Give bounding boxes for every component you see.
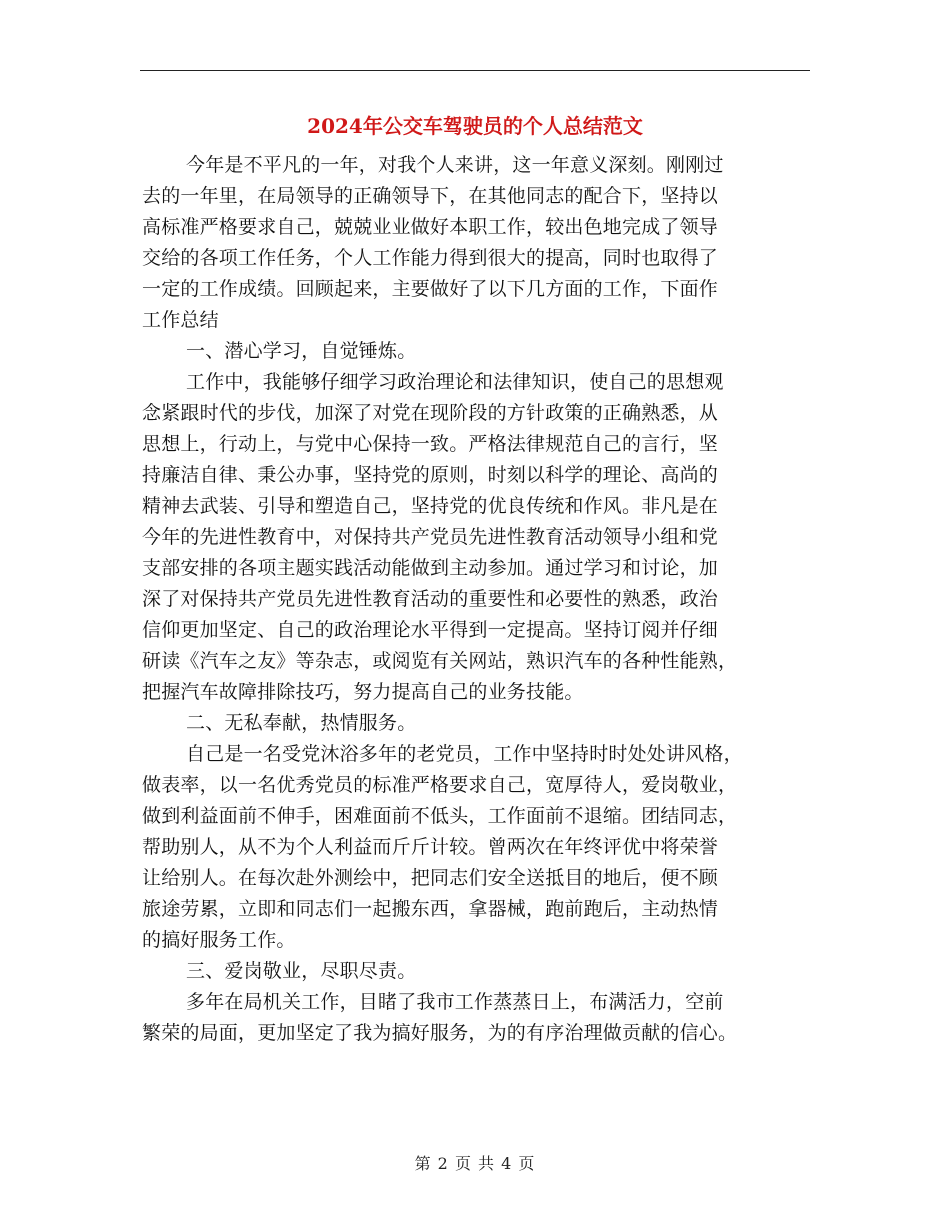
body-line: 多年在局机关工作，目睹了我市工作蒸蒸日上，布满活力，空前 <box>186 991 724 1013</box>
section-heading: 二、无私奉献，热情服务。 <box>186 712 417 734</box>
body-line: 做到利益面前不伸手，困难面前不低头，工作面前不退缩。团结同志， <box>142 805 738 827</box>
section-heading: 三、爱岗敬业，尽职尽责。 <box>186 960 417 982</box>
body-line: 工作中，我能够仔细学习政治理论和法律知识，使自己的思想观 <box>186 371 724 393</box>
body-line: 支部安排的各项主题实践活动能做到主动参加。通过学习和讨论，加 <box>142 557 719 579</box>
document-body <box>142 150 812 1049</box>
body-line: 高标准严格要求自己，兢兢业业做好本职工作，较出色地完成了领导 <box>142 216 719 238</box>
body-line: 去的一年里，在局领导的正确领导下，在其他同志的配合下，坚持以 <box>142 185 719 207</box>
body-line: 帮助别人，从不为个人利益而斤斤计较。曾两次在年终评优中将荣誉 <box>142 836 719 858</box>
page-number: 第 2 页 共 4 页 <box>414 1154 536 1173</box>
body-line: 今年是不平凡的一年，对我个人来讲，这一年意义深刻。刚刚过 <box>186 154 724 176</box>
body-line: 做表率，以一名优秀党员的标准严格要求自己，宽厚待人，爱岗敬业， <box>142 774 738 796</box>
document-title: 2024年公交车驾驶员的个人总结范文 <box>307 114 643 138</box>
body-line: 一定的工作成绩。回顾起来，主要做好了以下几方面的工作，下面作 <box>142 278 719 300</box>
body-line: 精神去武装、引导和塑造自己，坚持党的优良传统和作风。非凡是在 <box>142 495 719 517</box>
body-line: 思想上，行动上，与党中心保持一致。严格法律规范自己的言行，坚 <box>142 433 719 455</box>
body-line: 研读《汽车之友》等杂志，或阅览有关网站，熟识汽车的各种性能熟， <box>142 650 738 672</box>
body-line: 繁荣的局面，更加坚定了我为搞好服务，为的有序治理做贡献的信心。 <box>142 1022 738 1044</box>
body-line: 交给的各项工作任务，个人工作能力得到很大的提高，同时也取得了 <box>142 247 719 269</box>
body-line: 念紧跟时代的步伐，加深了对党在现阶段的方针政策的正确熟悉，从 <box>142 402 719 424</box>
body-line: 今年的先进性教育中，对保持共产党员先进性教育活动领导小组和党 <box>142 526 719 548</box>
body-line: 让给别人。在每次赴外测绘中，把同志们安全送抵目的地后，便不顾 <box>142 867 719 889</box>
body-line: 自己是一名受党沐浴多年的老党员，工作中坚持时时处处讲风格， <box>186 743 743 765</box>
header-rule <box>140 70 810 71</box>
body-line: 旅途劳累，立即和同志们一起搬东西，拿器械，跑前跑后，主动热情 <box>142 898 719 920</box>
body-line: 工作总结 <box>142 309 219 331</box>
body-line: 信仰更加坚定、自己的政治理论水平得到一定提高。坚持订阅并仔细 <box>142 619 719 641</box>
body-line: 的搞好服务工作。 <box>142 929 296 951</box>
body-line: 把握汽车故障排除技巧，努力提高自己的业务技能。 <box>142 681 584 703</box>
body-line: 持廉洁自律、秉公办事，坚持党的原则，时刻以科学的理论、高尚的 <box>142 464 719 486</box>
body-line: 深了对保持共产党员先进性教育活动的重要性和必要性的熟悉，政治 <box>142 588 719 610</box>
section-heading: 一、潜心学习，自觉锤炼。 <box>186 340 417 362</box>
